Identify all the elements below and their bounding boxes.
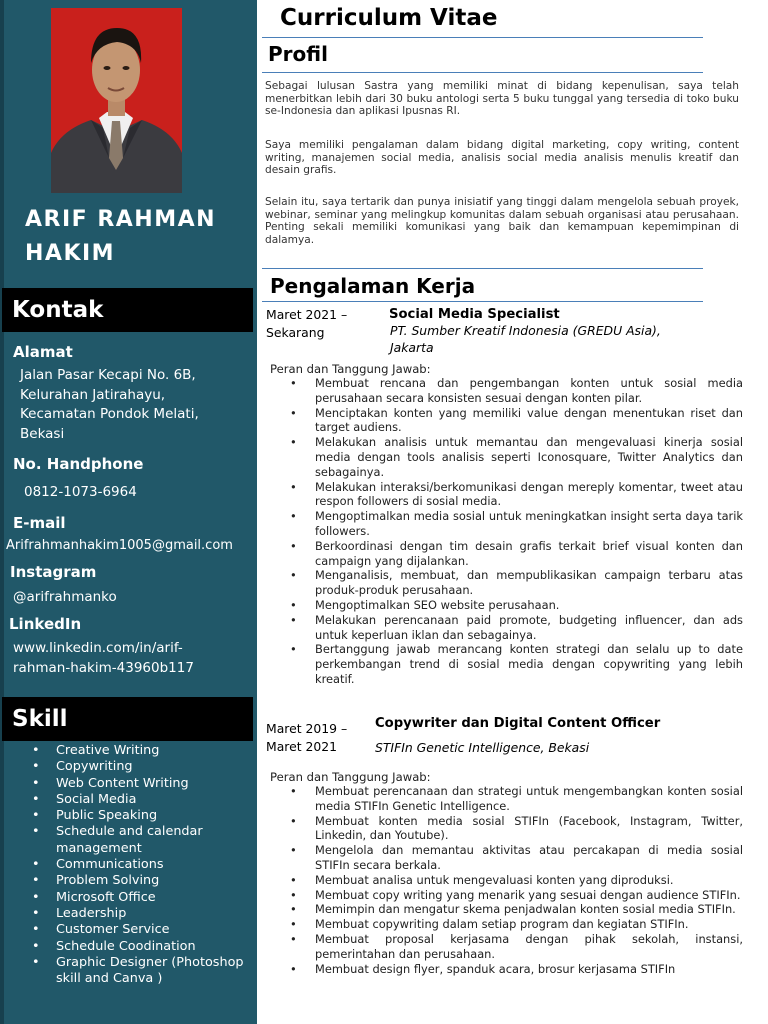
address-line: Kecamatan Pondok Melati, (20, 406, 199, 422)
skill-item: • Leadership (30, 906, 252, 922)
duty-item: • Mengoptimalkan SEO website perusahaan. (288, 598, 743, 613)
duty-item: • Melakukan interaksi/berkomunikasi dengan mereply komentar, tweet atau respon followers di sosial media. (288, 480, 743, 510)
job-2-company (375, 739, 589, 756)
address-line: Jalan Pasar Kecapi No. 6B, (20, 367, 196, 383)
instagram-label: Instagram (10, 563, 97, 581)
skill-item: • Schedule and calendar management (30, 824, 252, 857)
skill-item: • Social Media (30, 792, 252, 808)
job-1-date (266, 306, 347, 342)
title-rule (262, 37, 703, 38)
email-label: E-mail (13, 514, 66, 532)
profile-photo (51, 8, 182, 193)
company-line: Jakarta (390, 340, 434, 355)
email-value[interactable]: Arifrahmanhakim1005@gmail.com (6, 538, 233, 553)
name-line-2: HAKIM (25, 241, 116, 266)
job-2-date (266, 720, 347, 756)
profil-rule (262, 72, 703, 73)
duty-item: • Membuat rencana dan pengembangan konten untuk sosial media perusahaan secara konsisten sesuai dengan konten pilar. (288, 376, 743, 406)
skill-item: • Communications (30, 857, 252, 873)
duty-item: • Bertanggung jawab merancang konten strategi dan selalu up to date perkembangan trend di sosial media dengan copywriting yang lebih kreatif. (288, 642, 743, 686)
duty-item: • Berkoordinasi dengan tim desain grafis terkait brief visual konten dan campaign yang dijalankan. (288, 539, 743, 569)
linkedin-value[interactable] (13, 639, 194, 678)
job-1-role-label: Peran dan Tanggung Jawab: (270, 362, 431, 376)
job-date-start: Maret 2021 – (266, 307, 348, 322)
contact-heading: Kontak (2, 288, 253, 332)
duty-item: • Membuat proposal kerjasama dengan pihak sekolah, instansi, pemerintahan dan perusahaan. (288, 932, 743, 962)
company-line: PT. Sumber Kreatif Indonesia (GREDU Asia), (390, 323, 661, 338)
job-1-company (390, 322, 661, 356)
company-line: STIFIn Genetic Intelligence, Bekasi (375, 740, 590, 755)
job-2-role-label: Peran dan Tanggung Jawab: (270, 770, 431, 784)
duty-item: • Membuat design flyer, spanduk acara, brosur kerjasama STIFIn (288, 962, 743, 977)
skill-item: • Microsoft Office (30, 890, 252, 906)
duty-item: • Melakukan perencanaan paid promote, budgeting influencer, dan ads untuk keperluan iklan dan sebagainya. (288, 613, 743, 643)
skill-item: • Customer Service (30, 922, 252, 938)
linkedin-line: rahman-hakim-43960b117 (13, 659, 194, 676)
profil-paragraph-2: Saya memiliki pengalaman dalam bidang digital marketing, copy writing, content writing, manajemen social media, analisis social media analisis menulis kreatif dan desain grafis. (265, 139, 739, 176)
duty-item: • Membuat copywriting dalam setiap program dan kegiatan STIFIn. (288, 917, 743, 932)
skill-item: • Public Speaking (30, 808, 252, 824)
address-label: Alamat (13, 343, 73, 361)
skill-item: • Schedule Coodination (30, 939, 252, 955)
skill-list (30, 743, 252, 987)
profil-paragraph-1: Sebagai lulusan Sastra yang memiliki minat di bidang kepenulisan, saya telah menerbitkan lebih dari 30 buku antologi serta 5 buku tunggal yang tersedia di toko buku se-Indonesia dan aplikasi Ipusnas RI. (265, 80, 739, 117)
person-name (25, 203, 216, 271)
name-line-1: ARIF RAHMAN (25, 207, 217, 232)
duty-item: • Menganalisis, membuat, dan mempublikasikan campaign terbaru atas produk-produk perusahaan. (288, 568, 743, 598)
sidebar-edge (0, 0, 4, 1024)
skill-item: • Graphic Designer (Photoshop skill and Canva ) (30, 955, 252, 988)
linkedin-line: www.linkedin.com/in/arif- (13, 640, 183, 656)
sidebar (0, 0, 257, 1024)
skill-item: • Copywriting (30, 759, 252, 775)
skill-heading: Skill (2, 697, 253, 741)
job-2-duties (288, 784, 743, 976)
skill-item: • Web Content Writing (30, 776, 252, 792)
job-1-duties (288, 376, 743, 687)
instagram-value[interactable]: @arifrahmanko (13, 589, 117, 605)
profil-paragraph-3: Selain itu, saya tertarik dan punya inisiatif yang tinggi dalam mengelola sebuah proyek, webinar, seminar yang melingkup komunitas dalam sebuah organisasi atau perusahaan. Penting sekali memiliki komunikasi yang baik dan kemampuan kepemimpinan di dalamya. (265, 196, 739, 246)
phone-value: 0812-1073-6964 (24, 484, 137, 500)
skill-item: • Problem Solving (30, 873, 252, 889)
address-value (20, 366, 199, 444)
page-title: Curriculum Vitae (280, 5, 498, 31)
duty-item: • Melakukan analisis untuk memantau dan mengevaluasi kinerja sosial media dengan tools analisis seperti Iconosquare, Twitter Analytics dan sebagainya. (288, 435, 743, 479)
job-1-title: Social Media Specialist (389, 307, 560, 322)
job-2-title: Copywriter dan Digital Content Officer (375, 716, 661, 731)
duty-item: • Memimpin dan mengatur skema penjadwalan konten sosial media STIFIn. (288, 902, 743, 917)
experience-rule (262, 301, 703, 302)
address-line: Bekasi (20, 425, 65, 442)
duty-item: • Menciptakan konten yang memiliki value dengan menentukan riset dan target audiens. (288, 406, 743, 436)
duty-item: • Membuat analisa untuk mengevaluasi konten yang diproduksi. (288, 873, 743, 888)
duty-item: • Mengoptimalkan media sosial untuk meningkatkan insight serta daya tarik followers. (288, 509, 743, 539)
profil-heading: Profil (268, 42, 328, 66)
experience-top-rule (262, 268, 703, 269)
duty-item: • Membuat perencanaan dan strategi untuk mengembangkan konten sosial media STIFIn Genetic Intelligence. (288, 784, 743, 814)
job-date-end: Sekarang (266, 325, 325, 340)
duty-item: • Membuat konten media sosial STIFIn (Facebook, Instagram, Twitter, Linkedin, dan Youtube). (288, 814, 743, 844)
experience-heading: Pengalaman Kerja (270, 274, 476, 298)
linkedin-label: LinkedIn (9, 615, 82, 633)
duty-item: • Membuat copy writing yang menarik yang sesuai dengan audience STIFIn. (288, 888, 743, 903)
skill-item: • Creative Writing (30, 743, 252, 759)
job-date-end: Maret 2021 (266, 739, 338, 754)
duty-item: • Mengelola dan memantau aktivitas atau percakapan di media sosial STIFIn secara berkala. (288, 843, 743, 873)
address-line: Kelurahan Jatirahayu, (20, 386, 166, 403)
phone-label: No. Handphone (13, 455, 144, 473)
job-date-start: Maret 2019 – (266, 721, 348, 736)
